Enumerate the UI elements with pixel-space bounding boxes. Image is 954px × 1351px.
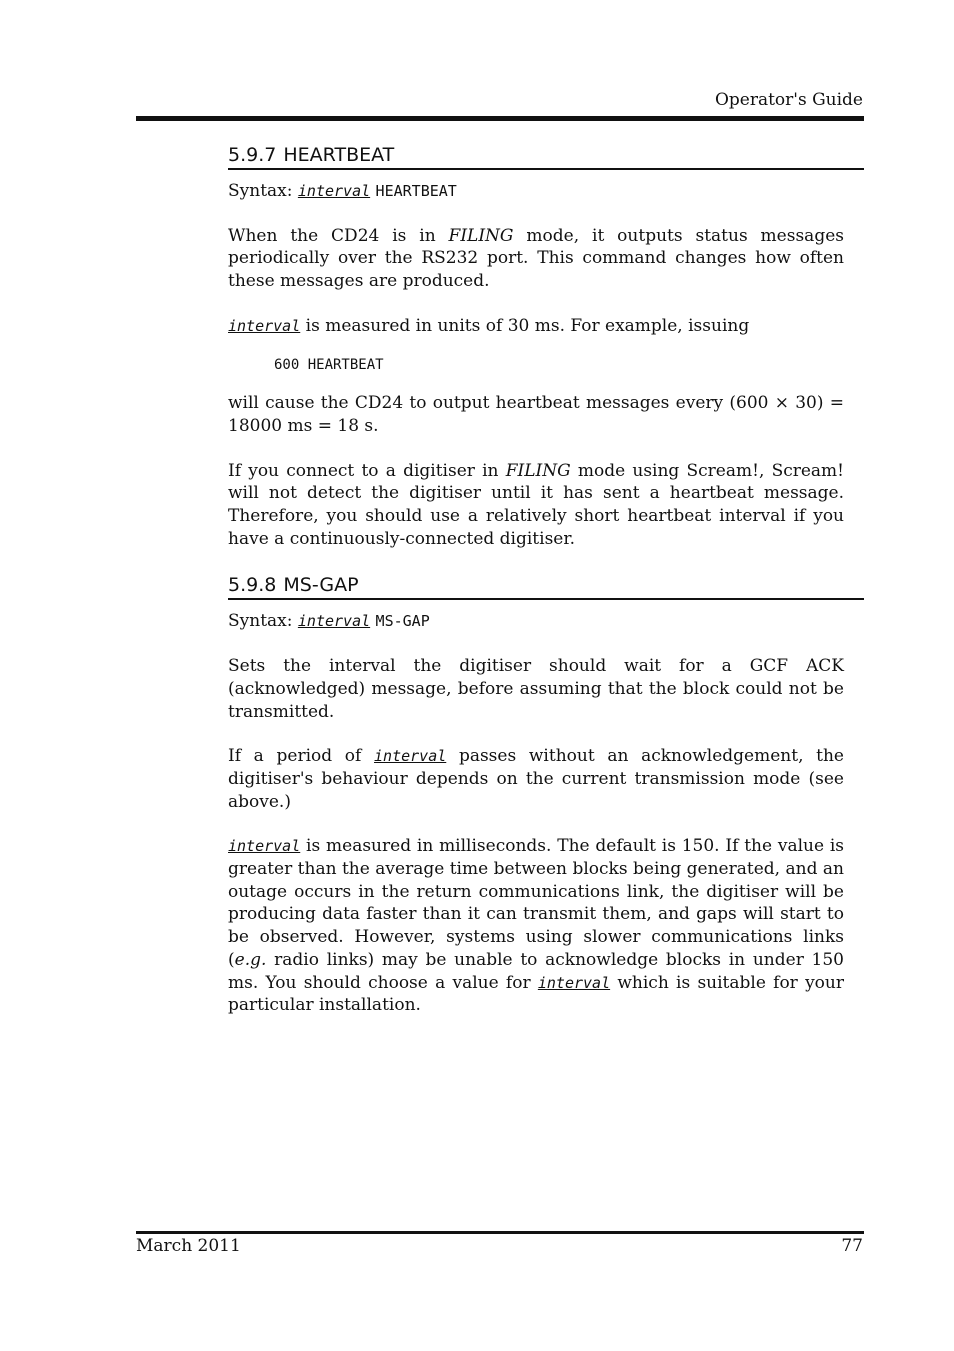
syntax-label: Syntax:	[228, 611, 293, 632]
section-title: HEARTBEAT	[283, 144, 395, 166]
emphasis: e.g.	[234, 949, 267, 970]
paragraph: will cause the CD24 to output heartbeat messages every (600 × 30) = 18000 ms = 18 s.	[228, 393, 844, 436]
variable: interval	[228, 316, 301, 335]
section-heading-msgap	[228, 574, 864, 600]
page-content	[228, 144, 844, 1017]
paragraph	[228, 835, 844, 1017]
code-example: 600 HEARTBEAT	[274, 356, 384, 373]
text-run: radio links) may be unable to acknowledge blocks in under 150 ms. You should choose a value for	[228, 949, 844, 993]
text-run: is measured in milliseconds. The default is 150. If the value is greater than the average time between blocks being generated, and an outage occurs in the return communications link, the digitiser will be producing data faster than it can transmit them, and gaps will start to be observed. However, systems using slower communications links (	[228, 836, 844, 970]
text-run: which is suitable for your particular installation.	[228, 972, 844, 1016]
emphasis: FILING	[505, 460, 571, 481]
syntax-variable: interval	[297, 612, 371, 631]
syntax-label: Syntax:	[228, 181, 293, 201]
syntax-line-msgap	[228, 610, 844, 633]
page-number: 77	[841, 1236, 863, 1256]
text-run: If you connect to a digitiser in	[228, 460, 506, 481]
section-heading-heartbeat	[228, 144, 864, 170]
section-number: 5.9.8	[228, 574, 277, 597]
paragraph	[228, 460, 844, 551]
variable: interval	[537, 973, 611, 992]
syntax-command: HEARTBEAT	[375, 182, 457, 200]
footer-rule	[136, 1231, 864, 1234]
header-rule	[136, 116, 864, 121]
running-header: Operator's Guide	[714, 90, 863, 110]
section-number: 5.9.7	[228, 144, 277, 166]
text-run: mode, it outputs status messages periodically over the RS232 port. This command changes how often these messages are produced.	[228, 225, 844, 292]
syntax-line-heartbeat	[228, 180, 844, 203]
syntax-command: MS-GAP	[375, 612, 430, 631]
syntax-variable: interval	[297, 182, 371, 200]
footer-date: March 2011	[136, 1236, 241, 1256]
paragraph	[228, 315, 844, 338]
variable: interval	[374, 747, 447, 766]
paragraph	[228, 745, 844, 813]
section-title: MS-GAP	[283, 574, 359, 597]
text-run: mode using Scream!, Scream! will not detect the digitiser until it has sent a heartbeat message. Therefore, you should use a relatively short heartbeat interval if you have a continuously-connected digitiser.	[228, 460, 845, 549]
text-run: If a period of	[228, 746, 375, 767]
paragraph	[228, 225, 844, 293]
text-run: is measured in units of 30 ms. For example, issuing	[300, 315, 750, 336]
variable: interval	[228, 837, 301, 856]
paragraph: Sets the interval the digitiser should wait for a GCF ACK (acknowledged) message, before assuming that the block could not be transmitted.	[228, 656, 844, 722]
text-run: passes without an acknowledgement, the digitiser's behaviour depends on the current transmission mode (see above.)	[228, 746, 844, 812]
emphasis: FILING	[448, 225, 514, 246]
text-run: When the CD24 is in	[228, 225, 449, 246]
